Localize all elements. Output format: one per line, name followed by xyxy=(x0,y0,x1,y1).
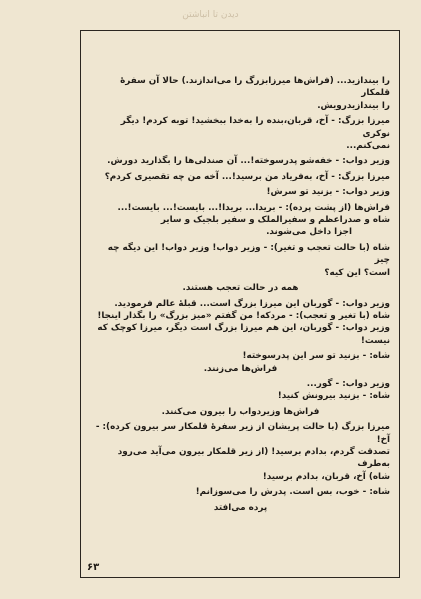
stage-direction: همه در حالت تعجب هستند. xyxy=(182,283,299,294)
text-line: وزیر دواب: - گور... xyxy=(306,378,390,389)
text-line: شاه: - بزنید بیرونش کنید! xyxy=(277,391,390,402)
text-line: میرزا بزرگ (با حالت پریشان از زیر سفرهٔ قلمکار سر بیرون کرده): - آخ! xyxy=(95,422,390,445)
text-line: شاه (با تغیر و تعجب): - مردکه! من گفتم «میز بزرگ» را بگذار اینجا! xyxy=(97,310,390,321)
page-number: ۶۳ xyxy=(87,562,100,573)
text-line: فراش‌ها (از پشت پرده): - بریدا... بریدا!... بایست!... بایست!... xyxy=(117,202,390,213)
text-line: وزیر دواب: - بزنید تو سرش! xyxy=(266,187,390,198)
text-line: نمی‌کنم... xyxy=(346,141,390,152)
text-line: وزیر دواب: - گوربان این میرزا بزرگ است... قبلهٔ عالم فرمودید. xyxy=(114,298,390,309)
text-line: شاه: - خوب، بس است. پدرش را می‌سوزانم! xyxy=(195,487,390,498)
text-line: میرزا بزرگ: - آخ، قربان،بنده را به‌خدا ببخشید! توبه کردم! دیگر نوکری xyxy=(120,116,390,139)
faint-running-header: دیدن تا انباشتن xyxy=(182,10,239,20)
text-line: شاه و صدراعظم و سفیرالملک و سفیر بلجیک و سایر xyxy=(160,215,390,226)
text-line: نیست! xyxy=(360,335,390,346)
text-line: تصدقت گردم، بدادم برسید! (از زیر قلمکار بیرون می‌آید می‌رود به‌طرف xyxy=(117,446,390,470)
text-line: شاه: - بزنید تو سر این پدرسوخته! xyxy=(242,351,390,362)
text-line: وزیر دواب: - خفه‌شو پدرسوخته!... آن صندلی‌ها را بگذارید دورش. xyxy=(107,156,390,167)
stage-direction: فراش‌ها وزیردواب را بیرون می‌کنند. xyxy=(161,406,320,417)
text-line: اجزا داخل می‌شوند. xyxy=(266,227,352,238)
page-frame xyxy=(80,30,400,578)
text-line: را بیندازید... (فراش‌ها میرزا‌بزرگ را می‌اندازند.) حالا آن سفرهٔ قلمکار xyxy=(120,76,390,99)
play-text xyxy=(91,75,390,514)
text-line: را بیندازیدرویش. xyxy=(317,100,390,111)
text-line: وزیر دواب: - گوربان، این هم میرزا بزرگ است دیگر، میرزا کوچک که xyxy=(97,323,390,334)
text-line: شاه (با حالت تعجب و تغیر): - وزیر دواب! وزیر دواب! این دیگه چه چیز xyxy=(107,242,390,266)
curtain-falls: پرده می‌افتد xyxy=(213,502,268,513)
text-line: است؟ این کیه؟ xyxy=(324,267,390,278)
text-line: میرزا بزرگ: - آخ، به‌فریاد من برسید!... آخه من چه تقصیری کردم؟ xyxy=(104,171,390,182)
text-line: شاه) آخ، قربان، بدادم برسید! xyxy=(262,471,390,482)
stage-direction: فراش‌ها می‌زنند. xyxy=(203,363,278,374)
